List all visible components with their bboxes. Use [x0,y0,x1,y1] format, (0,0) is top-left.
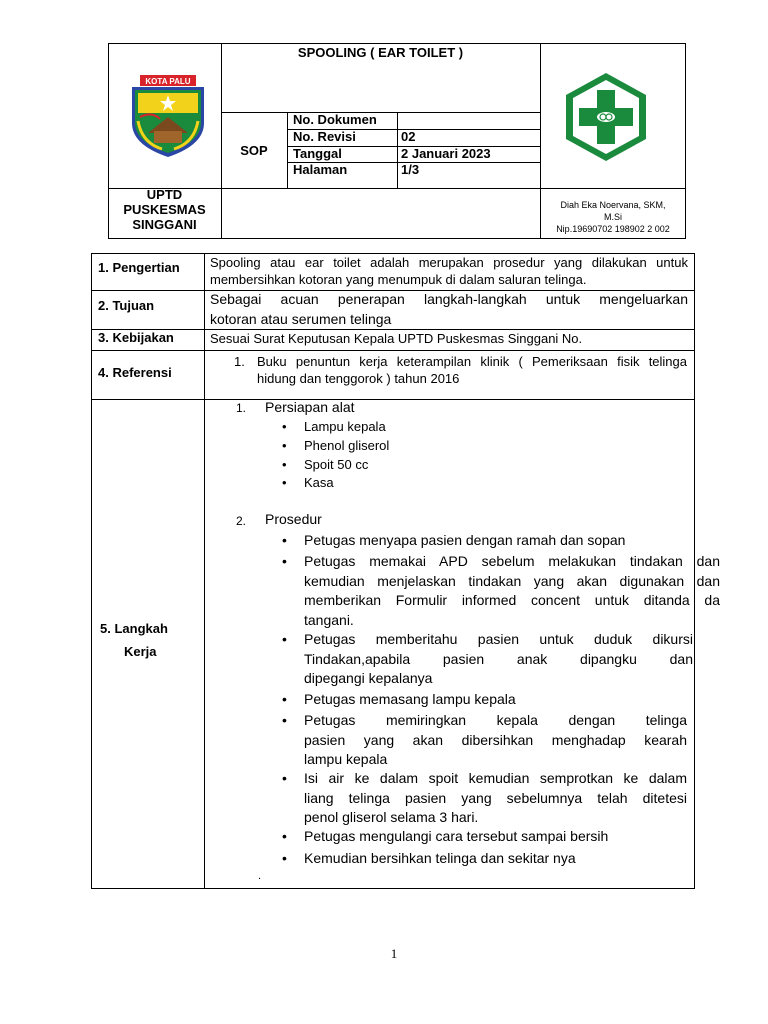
bullet-icon: • [282,532,287,548]
logo-kota-palu-text: KOTA PALU [145,77,191,86]
step-item [304,552,720,630]
bullet-icon: • [282,475,287,490]
kota-palu-logo [126,73,210,159]
tool-item: Lampu kepala [304,419,386,434]
page-number: 1 [390,946,398,961]
doc-label-tanggal: Tanggal [293,146,342,161]
step-line: pasien yang akan dibersihkan menghadap kearah [304,731,687,748]
pengertian-text [210,254,688,288]
bullet-icon: • [282,419,287,434]
pengertian-line2: membersihkan kotoran yang menumpuk di dalam saluran telinga. [210,272,587,287]
doc-label-dokumen: No. Dokumen [293,112,377,127]
step-line: Petugas memakai APD sebelum melakukan tindakan dan [304,553,720,569]
pengertian-line1: Spooling atau ear toilet adalah merupakan prosedur yang dilakukan untuk [210,255,688,270]
step-item [304,769,687,828]
label-pengertian: 1. Pengertian [98,260,180,275]
sop-label: SOP [240,143,268,158]
bullet-icon: • [282,828,287,844]
referensi-line2: hidung dan tenggorok ) tahun 2016 [257,371,460,386]
tujuan-line1: Sebagai acuan penerapan langkah-langkah untuk mengeluarkan [210,291,688,307]
signature-block [540,199,686,235]
step-item [304,531,687,551]
org-line1: UPTD [146,187,183,202]
sop-title: SPOOLING ( EAR TOILET ) [297,45,464,60]
step-line: Petugas menyapa pasien dengan ramah dan sopan [304,532,626,548]
step-line: Isi air ke dalam spoit kemudian semprotkan ke dalam [304,770,687,786]
label-tujuan: 2. Tujuan [98,298,155,313]
tool-item: Spoit 50 cc [304,457,369,472]
doc-value-tanggal: 2 Januari 2023 [401,146,491,161]
trailing-dot: . [258,870,262,882]
step-item [304,690,687,710]
bullet-icon: • [282,438,287,453]
doc-value-revisi: 02 [401,129,416,144]
step-line: lampu kepala [304,751,388,767]
tujuan-text [210,290,688,329]
sign-name: Diah Eka Noervana, SKM, [560,200,666,210]
org-line2: PUSKESMAS [123,202,206,217]
step-line: liang telinga pasien yang sebelumnya telah ditetesi [304,789,687,806]
kebijakan-text: Sesuai Surat Keputusan Kepala UPTD Puskesmas Singgani No. [210,331,583,346]
doc-label-halaman: Halaman [293,162,348,177]
step-item [304,711,687,770]
step-item [304,827,687,847]
label-referensi: 4. Referensi [98,365,172,380]
tool-item: Phenol gliserol [304,438,390,453]
step-item [304,849,687,869]
step-line: Petugas memberitahu pasien untuk duduk dikursi [304,631,693,647]
bullet-icon: • [282,457,287,472]
tujuan-line2: kotoran atau serumen telinga [210,310,392,327]
bullet-icon: • [282,631,287,647]
step-line: Kemudian bersihkan telinga dan sekitar nya [304,850,576,866]
sign-nip: Nip.19690702 198902 2 002 [556,224,670,234]
label-langkah: 5. Langkah [100,621,168,636]
step-line: tangani. [304,611,354,628]
label-kerja: Kerja [124,644,157,659]
tool-item: Kasa [304,475,334,490]
step-line: Petugas memiringkan kepala dengan telinga [304,712,687,728]
bullet-icon: • [282,850,287,866]
step-line: Petugas memasang lampu kepala [304,691,516,707]
org-line3: SINGGANI [132,217,197,232]
puskesmas-logo [561,70,651,164]
bullet-icon: • [282,553,287,569]
step-line: Petugas mengulangi cara tersebut sampai bersih [304,828,609,844]
org-name [108,187,221,232]
bullet-icon: • [282,691,287,707]
doc-label-revisi: No. Revisi [293,129,356,144]
section1-num: 1. [236,401,247,415]
label-kebijakan: 3. Kebijakan [98,330,174,345]
referensi-line1: Buku penuntun kerja keterampilan klinik ( Pemeriksaan fisik telinga [257,354,687,369]
section1-title: Persiapan alat [265,399,355,415]
step-line: dipegangi kepalanya [304,670,433,686]
doc-value-halaman: 1/3 [401,162,420,177]
step-line: penol gliserol selama 3 hari. [304,809,479,825]
referensi-num: 1. [234,354,245,369]
section2-title: Prosedur [265,511,322,527]
bullet-icon: • [282,712,287,728]
referensi-text [257,353,687,387]
step-item [304,630,693,689]
step-line: Tindakan,apabila pasien anak dipangku dan [304,650,693,667]
section2-num: 2. [236,514,247,528]
sign-degree: M.Si [604,212,622,222]
step-line: memberikan Formulir informed concent untuk ditanda da [304,592,720,608]
bullet-icon: • [282,770,287,786]
step-line: kemudian menjelaskan tindakan yang akan digunakan dan [304,572,720,589]
